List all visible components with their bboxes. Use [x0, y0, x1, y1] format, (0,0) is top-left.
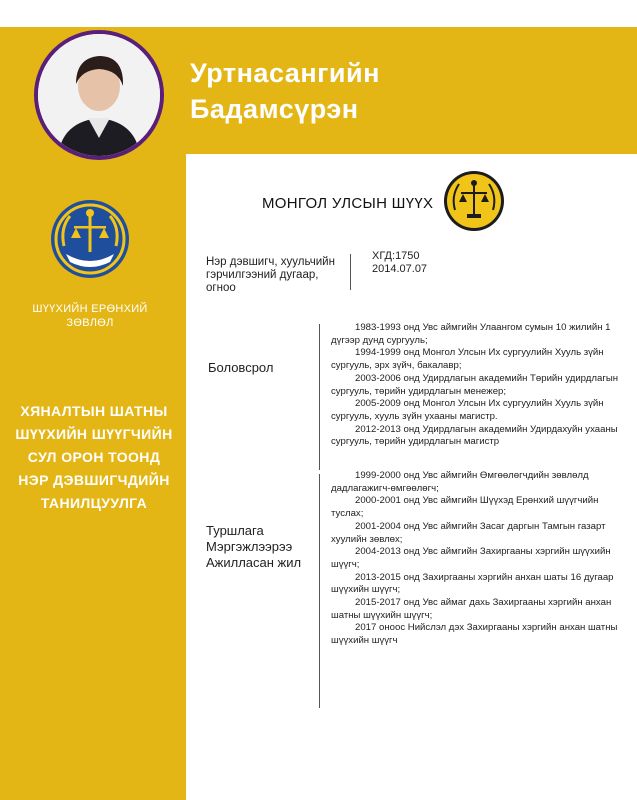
divider-education	[319, 324, 320, 470]
list-item: 2012-2013 онд Удирдлагын академийн Удирдахуйн ухааны сургууль, төрийн удирдлагын магистр	[331, 423, 618, 448]
certificate-number: ХГД:1750	[372, 250, 420, 262]
nominee-name	[190, 55, 380, 127]
nominee-label: Нэр дэвшигч, хуульчийн гэрчилгээний дугаар, огноо	[206, 256, 335, 294]
list-item: 1999-2000 онд Увс аймгийн Өмгөөлөгчдийн зөвлөлд дадлагажигч-өмгөөлөгч;	[331, 470, 589, 494]
list-item: 1983-1993 онд Увс аймгийн Улаангом сумын 10 жилийн 1 дүгээр дунд сургууль;	[331, 322, 611, 346]
court-emblem	[443, 170, 505, 237]
list-item: 2017 оноос Нийслэл дэх Захиргааны хэргийн анхан шатны шүүхийн шүүгч	[331, 622, 618, 647]
certificate-date: 2014.07.07	[372, 263, 428, 275]
education-label: Боловсрол	[208, 360, 274, 375]
list-item: 2000-2001 онд Увс аймгийн Шүүхэд Ерөнхий шүүгчийн туслах;	[331, 495, 599, 520]
list-item: 2004-2013 онд Увс аймгийн Захиргааны хэргийн шүүхийн шүүгч;	[331, 546, 611, 570]
list-item: 2003-2006 онд Удирдлагын академийн Төрийн удирдлагын сургууль, төрийн удирдлагын менежер;	[331, 372, 619, 397]
name-line-2: Бадамсүрэн	[190, 94, 359, 124]
court-title: МОНГОЛ УЛСЫН ШҮҮХ	[262, 195, 434, 212]
list-item: 2013-2015 онд Захиргааны хэргийн анхан шаты 16 дугаар шүүхийн шүүгч;	[331, 571, 614, 596]
profile-photo	[34, 30, 164, 160]
education-list	[331, 322, 626, 449]
certificate-info	[372, 250, 427, 276]
divider-experience	[319, 474, 320, 708]
experience-label: Туршлага Мэргэжлээрээ Ажилласан жил	[206, 523, 302, 570]
name-line-1: Уртнасангийн	[190, 58, 380, 88]
list-item: 2005-2009 онд Монгол Улсын Их сургуулийн Хууль зүйн сургууль, хууль зүйн ухааны магистр.	[331, 398, 604, 422]
experience-list	[331, 470, 626, 648]
council-emblem	[50, 198, 130, 285]
divider-nominee	[350, 254, 351, 290]
list-item: 2015-2017 онд Увс аймаг дахь Захиргааны хэргийн анхан шатны шүүхийн шүүгч;	[331, 597, 612, 621]
intro-heading: ХЯНАЛТЫН ШАТНЫ ШҮҮХИЙН ШҮҮГЧИЙН СУЛ ОРОН ТООНД НЭР ДЭВШИГЧДИЙН ТАНИЛЦУУЛГА	[15, 403, 173, 511]
list-item: 2001-2004 онд Увс аймгийн Засаг даргын Тамгын газарт хуулийн зөвлөх;	[331, 520, 606, 545]
list-item: 1994-1999 онд Монгол Улсын Их сургуулийн Хууль зүйн сургууль, эрх зүйч, бакалавр;	[331, 347, 604, 372]
council-label: ШҮҮХИЙН ЕРӨНХИЙ ЗӨВЛӨЛ	[32, 303, 148, 329]
